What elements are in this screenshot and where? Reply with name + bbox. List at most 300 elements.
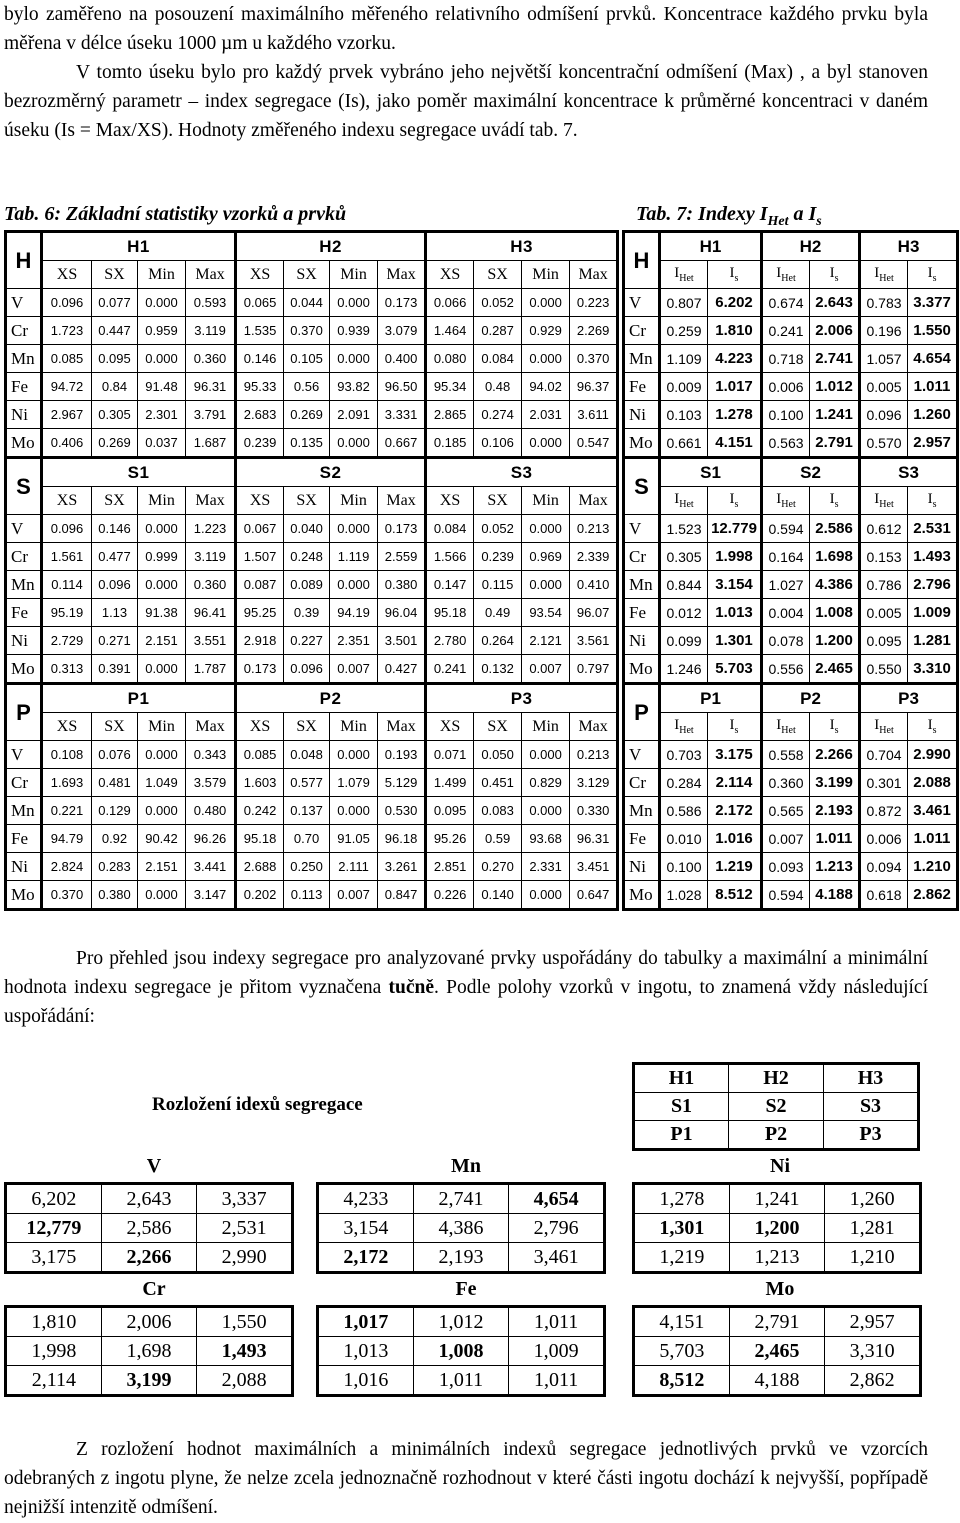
- column-header: XS: [236, 713, 284, 741]
- element-cell: Mo: [6, 429, 42, 458]
- ihet-value: 0.012: [660, 599, 708, 627]
- value-cell: 96.37: [570, 373, 618, 401]
- distribution-cell: 1,260: [825, 1184, 921, 1214]
- is-header: $I_s$: [810, 713, 860, 741]
- table-row: [624, 543, 958, 571]
- table-row: [6, 853, 618, 881]
- table-row: [624, 571, 958, 599]
- table-row: [6, 741, 618, 769]
- column-header: Max: [378, 487, 426, 515]
- element-cell: Cr: [624, 543, 660, 571]
- distribution-cell: 6,202: [6, 1184, 102, 1214]
- value-cell: 0.241: [426, 655, 474, 684]
- legend-cell: S2: [729, 1093, 824, 1121]
- table-row: [6, 345, 618, 373]
- sample-header: S3: [860, 458, 958, 487]
- value-cell: 0.105: [284, 345, 330, 373]
- sample-header: H2: [236, 232, 426, 261]
- distribution-row: [6, 1366, 293, 1396]
- element-cell: Ni: [6, 853, 42, 881]
- is-value: 1.009: [908, 599, 958, 627]
- value-cell: 0.037: [138, 429, 186, 458]
- is-header: $I_s$: [908, 261, 958, 289]
- ihet-value: 0.103: [660, 401, 708, 429]
- value-cell: 2.688: [236, 853, 284, 881]
- distribution-cell: 1,210: [825, 1243, 921, 1273]
- is-value: 2.088: [908, 769, 958, 797]
- distribution-row: [318, 1243, 605, 1273]
- ihet-value: 0.093: [762, 853, 810, 881]
- element-cell: Cr: [624, 769, 660, 797]
- value-cell: 0.000: [138, 797, 186, 825]
- value-cell: 0.271: [92, 627, 138, 655]
- distribution-cell: 1,012: [413, 1307, 509, 1337]
- legend-cell: P1: [634, 1121, 729, 1150]
- ihet-value: 0.100: [660, 853, 708, 881]
- is-value: 2.990: [908, 741, 958, 769]
- element-cell: Fe: [624, 825, 660, 853]
- value-cell: 0.797: [570, 655, 618, 684]
- value-cell: 0.085: [42, 345, 92, 373]
- value-cell: 2.339: [570, 543, 618, 571]
- table-row: [624, 769, 958, 797]
- value-cell: 0.000: [522, 797, 570, 825]
- value-cell: 0.283: [92, 853, 138, 881]
- value-cell: 0.330: [570, 797, 618, 825]
- distribution-cell: 4,151: [634, 1307, 730, 1337]
- element-cell: V: [6, 741, 42, 769]
- column-header: Min: [330, 713, 378, 741]
- value-cell: 0.360: [186, 345, 236, 373]
- value-cell: 0.647: [570, 881, 618, 910]
- ihet-value: 0.563: [762, 429, 810, 458]
- value-cell: 0.096: [42, 289, 92, 317]
- value-cell: 0.135: [284, 429, 330, 458]
- distribution-cell: 3,461: [509, 1243, 605, 1273]
- value-cell: 93.82: [330, 373, 378, 401]
- is-value: 2.006: [810, 317, 860, 345]
- is-value: 4.151: [708, 429, 762, 458]
- intro-paragraph: [4, 0, 928, 145]
- sample-header: H1: [42, 232, 236, 261]
- distribution-cell: 3,337: [197, 1184, 293, 1214]
- value-cell: 0.052: [474, 289, 522, 317]
- element-cell: V: [624, 741, 660, 769]
- value-cell: 96.31: [570, 825, 618, 853]
- value-cell: 3.579: [186, 769, 236, 797]
- value-cell: 1.119: [330, 543, 378, 571]
- distribution-cell: 1,219: [634, 1243, 730, 1273]
- element-title: V: [146, 1155, 162, 1177]
- ihet-header: $I_{Het}$: [860, 261, 908, 289]
- sample-header: H3: [426, 232, 618, 261]
- value-cell: 0.085: [236, 741, 284, 769]
- value-cell: 2.151: [138, 627, 186, 655]
- value-cell: 0.59: [474, 825, 522, 853]
- value-cell: 0.083: [474, 797, 522, 825]
- table-row: [624, 373, 958, 401]
- ihet-value: 0.704: [860, 741, 908, 769]
- distribution-table-mn: [316, 1182, 606, 1274]
- distribution-cell: 2,088: [197, 1366, 293, 1396]
- value-cell: 0.076: [92, 741, 138, 769]
- element-cell: Ni: [6, 401, 42, 429]
- value-cell: 0.044: [284, 289, 330, 317]
- ihet-value: 1.523: [660, 515, 708, 543]
- is-value: 1.550: [908, 317, 958, 345]
- ihet-value: 0.718: [762, 345, 810, 373]
- is-value: 8.512: [708, 881, 762, 910]
- group-header-row: [6, 232, 618, 261]
- value-cell: 0.84: [92, 373, 138, 401]
- table-row: [6, 373, 618, 401]
- value-cell: 91.05: [330, 825, 378, 853]
- column-header: XS: [42, 487, 92, 515]
- value-cell: 95.25: [236, 599, 284, 627]
- ihet-value: 0.618: [860, 881, 908, 910]
- ihet-value: 0.284: [660, 769, 708, 797]
- sample-header: P2: [762, 684, 860, 713]
- is-value: 1.200: [810, 627, 860, 655]
- distribution-row: [318, 1337, 605, 1366]
- distribution-cell: 1,998: [6, 1337, 102, 1366]
- value-cell: 1.787: [186, 655, 236, 684]
- is-value: 1.017: [708, 373, 762, 401]
- value-cell: 0.048: [284, 741, 330, 769]
- value-cell: 0.313: [42, 655, 92, 684]
- ihet-value: 0.096: [860, 401, 908, 429]
- value-cell: 3.119: [186, 317, 236, 345]
- column-header: Min: [522, 487, 570, 515]
- ihet-header: $I_{Het}$: [660, 261, 708, 289]
- value-cell: 1.499: [426, 769, 474, 797]
- value-cell: 0.427: [378, 655, 426, 684]
- column-header-row: [624, 487, 958, 515]
- table-row: [6, 825, 618, 853]
- ihet-value: 0.783: [860, 289, 908, 317]
- distribution-cell: 5,703: [634, 1337, 730, 1366]
- legend-cell: P3: [824, 1121, 919, 1150]
- distribution-cell: 3,199: [101, 1366, 197, 1396]
- value-cell: 0.239: [236, 429, 284, 458]
- value-cell: 0.096: [92, 571, 138, 599]
- value-cell: 0.250: [284, 853, 330, 881]
- is-header: $I_s$: [708, 713, 762, 741]
- table-row: [624, 515, 958, 543]
- value-cell: 0.480: [186, 797, 236, 825]
- value-cell: 93.68: [522, 825, 570, 853]
- distribution-cell: 4,654: [509, 1184, 605, 1214]
- distribution-row: [634, 1243, 921, 1273]
- ihet-value: 0.006: [860, 825, 908, 853]
- ihet-value: 0.301: [860, 769, 908, 797]
- ihet-value: 0.005: [860, 599, 908, 627]
- element-cell: Mn: [624, 345, 660, 373]
- value-cell: 3.561: [570, 627, 618, 655]
- value-cell: 91.48: [138, 373, 186, 401]
- value-cell: 1.687: [186, 429, 236, 458]
- value-cell: 96.18: [378, 825, 426, 853]
- element-cell: Ni: [624, 853, 660, 881]
- distribution-row: [634, 1307, 921, 1337]
- column-header: SX: [92, 487, 138, 515]
- ihet-value: 0.550: [860, 655, 908, 684]
- value-cell: 0.052: [474, 515, 522, 543]
- conclusion-paragraph: Z rozložení hodnot maximálních a minimálních indexů segregace jednotlivých prvků ve vzorcích odebraných z ingotu plyne, že nelze zcela jednoznačně rozhodnout v které části ingotu dochází k nejvyšší, popřípadě nejnižší intenzitě odmíšení.: [4, 1439, 928, 1518]
- bold-word: tučně: [388, 977, 434, 998]
- value-cell: 1.464: [426, 317, 474, 345]
- is-value: 3.377: [908, 289, 958, 317]
- is-value: 2.957: [908, 429, 958, 458]
- legend-row: [634, 1064, 919, 1093]
- distribution-row: [318, 1184, 605, 1214]
- value-cell: 0.202: [236, 881, 284, 910]
- value-cell: 0.370: [42, 881, 92, 910]
- table-row: [6, 401, 618, 429]
- distribution-cell: 2,172: [318, 1243, 414, 1273]
- value-cell: 0.343: [186, 741, 236, 769]
- value-cell: 0.847: [378, 881, 426, 910]
- table-row: [6, 515, 618, 543]
- column-header: XS: [42, 261, 92, 289]
- is-value: 1.008: [810, 599, 860, 627]
- legend-cell: H3: [824, 1064, 919, 1093]
- value-cell: 96.04: [378, 599, 426, 627]
- value-cell: 2.031: [522, 401, 570, 429]
- value-cell: 0.481: [92, 769, 138, 797]
- value-cell: 0.391: [92, 655, 138, 684]
- value-cell: 0.000: [522, 515, 570, 543]
- value-cell: 0.132: [474, 655, 522, 684]
- is-value: 3.175: [708, 741, 762, 769]
- distribution-cell: 2,862: [825, 1366, 921, 1396]
- column-header: Min: [138, 261, 186, 289]
- table-row: [6, 881, 618, 910]
- distribution-cell: 8,512: [634, 1366, 730, 1396]
- ihet-value: 1.246: [660, 655, 708, 684]
- value-cell: 0.000: [330, 797, 378, 825]
- element-cell: Fe: [624, 599, 660, 627]
- distribution-cell: 1,493: [197, 1337, 293, 1366]
- is-value: 1.281: [908, 627, 958, 655]
- value-cell: 96.50: [378, 373, 426, 401]
- value-cell: 0.829: [522, 769, 570, 797]
- distribution-table-mo: [632, 1305, 922, 1397]
- distribution-cell: 2,957: [825, 1307, 921, 1337]
- distribution-cell: 1,241: [729, 1184, 825, 1214]
- value-cell: 0.080: [426, 345, 474, 373]
- is-value: 2.114: [708, 769, 762, 797]
- column-header-row: [6, 487, 618, 515]
- is-value: 3.199: [810, 769, 860, 797]
- distribution-cell: 1,011: [413, 1366, 509, 1396]
- value-cell: 0.000: [330, 289, 378, 317]
- column-header: Max: [186, 713, 236, 741]
- intro-text-2: V tomto úseku bylo pro každý prvek vybráno jeho největší koncentrační odmíšení (Max) , a byl stanoven bezrozměrný parametr – index segregace (Is), jako poměr maximální koncentrace k průměrné koncentraci v daném úseku (Is = Max/XS). Hodnoty změřeného indexu segregace uvádí tab. 7.: [4, 62, 928, 141]
- ihet-value: 0.594: [762, 881, 810, 910]
- distribution-cell: 2,643: [101, 1184, 197, 1214]
- distribution-cell: 1,698: [101, 1337, 197, 1366]
- distribution-table-v: [4, 1182, 294, 1274]
- ihet-value: 0.558: [762, 741, 810, 769]
- value-cell: 0.000: [522, 881, 570, 910]
- is-value: 6.202: [708, 289, 762, 317]
- ihet-header: $I_{Het}$: [660, 487, 708, 515]
- column-header: SX: [284, 261, 330, 289]
- column-header: XS: [426, 487, 474, 515]
- column-header: XS: [236, 487, 284, 515]
- intro-text-1: bylo zaměřeno na posouzení maximálního měřeného relativního odmíšení prvků. Koncentrace každého prvku byla měřena v délce úseku 1000 µm u každého vzorku.: [4, 4, 928, 54]
- value-cell: 0.000: [522, 429, 570, 458]
- ihet-value: 1.109: [660, 345, 708, 373]
- distribution-cell: 1,013: [318, 1337, 414, 1366]
- is-value: 1.698: [810, 543, 860, 571]
- column-header: Min: [522, 261, 570, 289]
- element-cell: Cr: [6, 543, 42, 571]
- value-cell: 0.000: [330, 429, 378, 458]
- table-row: [624, 627, 958, 655]
- distribution-table-fe: [316, 1305, 606, 1397]
- column-header: Min: [522, 713, 570, 741]
- value-cell: 2.851: [426, 853, 474, 881]
- distribution-cell: 2,266: [101, 1243, 197, 1273]
- value-cell: 0.000: [138, 289, 186, 317]
- distribution-row: [318, 1307, 605, 1337]
- group-label: P: [624, 684, 660, 741]
- value-cell: 0.071: [426, 741, 474, 769]
- column-header: Max: [378, 713, 426, 741]
- value-cell: 1.693: [42, 769, 92, 797]
- value-cell: 91.38: [138, 599, 186, 627]
- ihet-value: 0.007: [762, 825, 810, 853]
- table-row: [6, 797, 618, 825]
- is-value: 1.213: [810, 853, 860, 881]
- value-cell: 0.077: [92, 289, 138, 317]
- ihet-value: 0.786: [860, 571, 908, 599]
- table-row: [6, 317, 618, 345]
- value-cell: 0.92: [92, 825, 138, 853]
- value-cell: 0.140: [474, 881, 522, 910]
- group-label: S: [6, 458, 42, 515]
- value-cell: 0.066: [426, 289, 474, 317]
- distribution-cell: 1,011: [509, 1307, 605, 1337]
- value-cell: 0.400: [378, 345, 426, 373]
- is-value: 2.791: [810, 429, 860, 458]
- element-cell: Mo: [6, 655, 42, 684]
- value-cell: 96.26: [186, 825, 236, 853]
- column-header: XS: [42, 713, 92, 741]
- distribution-row: [6, 1307, 293, 1337]
- ihet-value: 0.196: [860, 317, 908, 345]
- value-cell: 5.129: [378, 769, 426, 797]
- ihet-value: 0.241: [762, 317, 810, 345]
- value-cell: 93.54: [522, 599, 570, 627]
- value-cell: 0.270: [474, 853, 522, 881]
- value-cell: 0.56: [284, 373, 330, 401]
- value-cell: 3.441: [186, 853, 236, 881]
- table-row: [624, 599, 958, 627]
- value-cell: 3.119: [186, 543, 236, 571]
- value-cell: 0.084: [474, 345, 522, 373]
- column-header: XS: [236, 261, 284, 289]
- distribution-cell: 2,531: [197, 1214, 293, 1243]
- element-cell: Mo: [624, 429, 660, 458]
- distribution-cell: 1,016: [318, 1366, 414, 1396]
- column-header-row: [6, 713, 618, 741]
- is-value: 4.654: [908, 345, 958, 373]
- value-cell: 0.000: [522, 289, 570, 317]
- sample-header: S3: [426, 458, 618, 487]
- is-header: $I_s$: [908, 713, 958, 741]
- distribution-row: [318, 1366, 605, 1396]
- element-title: Ni: [770, 1155, 790, 1177]
- column-header: SX: [92, 713, 138, 741]
- value-cell: 2.091: [330, 401, 378, 429]
- distribution-cell: 4,233: [318, 1184, 414, 1214]
- sample-header: P2: [236, 684, 426, 713]
- summary-paragraph: Pro přehled jsou indexy segregace pro analyzované prvky uspořádány do tabulky a maximální a minimální hodnota indexu segregace je přitom vyznačena tučně. Podle polohy vzorků v ingotu, to znamená vždy následující uspořádání:: [4, 948, 928, 1027]
- is-value: 2.586: [810, 515, 860, 543]
- value-cell: 90.42: [138, 825, 186, 853]
- value-cell: 0.185: [426, 429, 474, 458]
- column-header: Min: [330, 261, 378, 289]
- value-cell: 0.146: [92, 515, 138, 543]
- value-cell: 0.193: [378, 741, 426, 769]
- value-cell: 95.33: [236, 373, 284, 401]
- is-value: 2.862: [908, 881, 958, 910]
- ihet-header: $I_{Het}$: [762, 713, 810, 741]
- value-cell: 94.02: [522, 373, 570, 401]
- value-cell: 3.551: [186, 627, 236, 655]
- ihet-value: 0.556: [762, 655, 810, 684]
- value-cell: 2.683: [236, 401, 284, 429]
- table-row: [6, 769, 618, 797]
- distribution-cell: 4,386: [413, 1214, 509, 1243]
- is-value: 4.386: [810, 571, 860, 599]
- value-cell: 0.000: [138, 345, 186, 373]
- value-cell: 0.114: [42, 571, 92, 599]
- ihet-value: 0.099: [660, 627, 708, 655]
- is-value: 1.011: [810, 825, 860, 853]
- value-cell: 0.274: [474, 401, 522, 429]
- ihet-value: 0.565: [762, 797, 810, 825]
- value-cell: 1.049: [138, 769, 186, 797]
- ihet-value: 0.594: [762, 515, 810, 543]
- value-cell: 0.242: [236, 797, 284, 825]
- element-cell: Ni: [624, 627, 660, 655]
- legend-row: [634, 1093, 919, 1121]
- ihet-value: 0.164: [762, 543, 810, 571]
- value-cell: 0.547: [570, 429, 618, 458]
- value-cell: 0.000: [330, 741, 378, 769]
- value-cell: 0.096: [42, 515, 92, 543]
- group-label: H: [624, 232, 660, 289]
- distribution-row: [634, 1214, 921, 1243]
- value-cell: 1.535: [236, 317, 284, 345]
- value-cell: 0.929: [522, 317, 570, 345]
- distribution-cell: 1,550: [197, 1307, 293, 1337]
- value-cell: 3.611: [570, 401, 618, 429]
- ihet-value: 0.005: [860, 373, 908, 401]
- ihet-value: 0.100: [762, 401, 810, 429]
- value-cell: 0.000: [138, 655, 186, 684]
- value-cell: 0.406: [42, 429, 92, 458]
- column-header: Max: [570, 261, 618, 289]
- column-header: Max: [186, 487, 236, 515]
- group-header-row: [6, 458, 618, 487]
- value-cell: 2.559: [378, 543, 426, 571]
- ihet-value: 0.094: [860, 853, 908, 881]
